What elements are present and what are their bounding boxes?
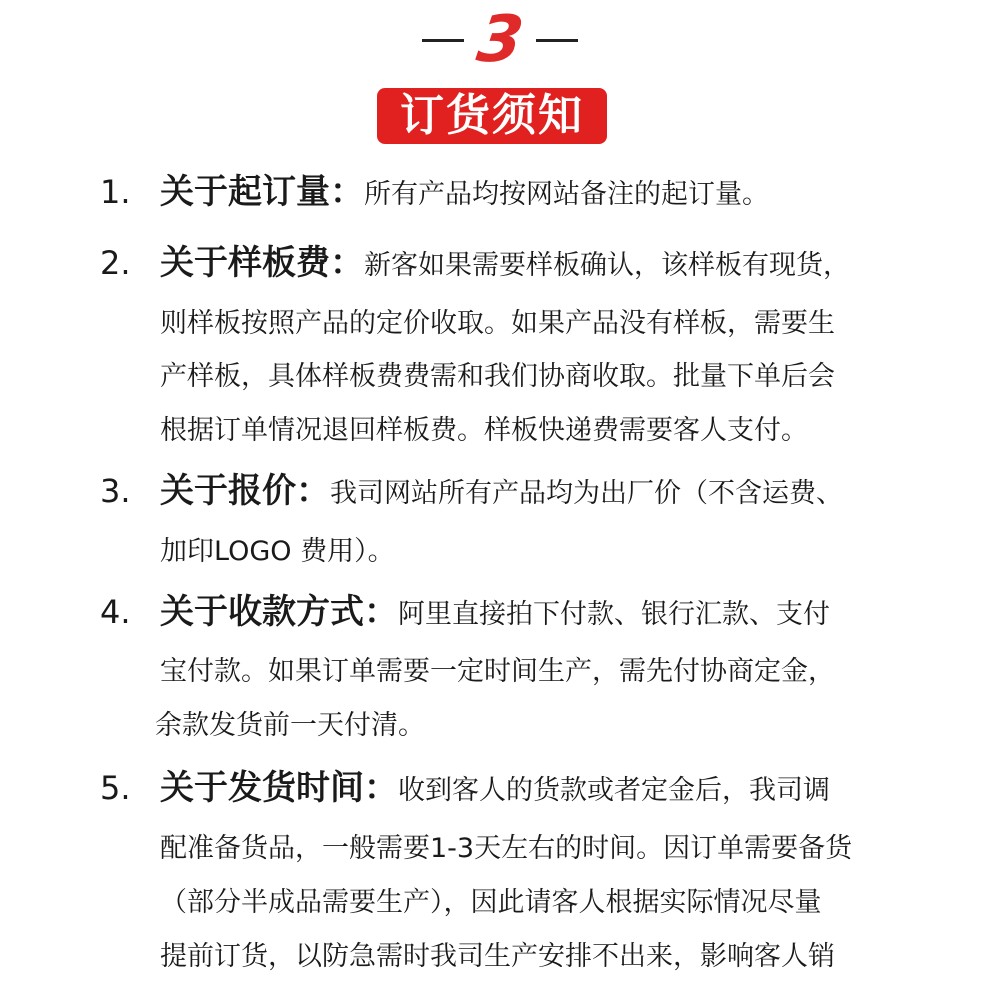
item-1-line-1: 所有产品均按网站备注的起订量。: [364, 179, 769, 210]
item-2-line-3: 产样板，具体样板费费需和我们协商收取。批量下单后会: [160, 361, 835, 392]
item-2-line-1: 新客如果需要样板确认，该样板有现货，: [364, 250, 850, 281]
item-heading-1: 关于起订量：: [160, 172, 364, 212]
item-5-line-4: 提前订货，以防急需时我司生产安排不出来，影响客人销: [160, 941, 835, 972]
item-number-2: 2.: [100, 244, 131, 282]
item-2-line-2: 则样板按照产品的定价收取。如果产品没有样板，需要生: [160, 308, 835, 339]
item-number-1: 1.: [100, 173, 131, 211]
item-2-first-line: [160, 243, 850, 286]
section-number: 3: [472, 3, 528, 77]
item-heading-5: 关于发货时间：: [160, 768, 398, 808]
item-number-3: 3.: [100, 472, 131, 510]
item-5-line-3: （部分半成品需要生产），因此请客人根据实际情况尽量: [160, 887, 822, 918]
item-heading-4: 关于收款方式：: [160, 592, 398, 632]
section-number-header: [0, 3, 1000, 77]
item-2-line-4: 根据订单情况退回样板费。样板快递费需要客人支付。: [160, 415, 808, 446]
item-heading-3: 关于报价：: [160, 471, 330, 511]
item-heading-2: 关于样板费：: [160, 243, 364, 283]
item-1-first-line: [160, 172, 769, 215]
item-4-line-1: 阿里直接拍下付款、银行汇款、支付: [398, 599, 830, 630]
section-title: 订货须知: [400, 90, 584, 141]
item-3-first-line: [160, 471, 843, 514]
item-5-first-line: [160, 768, 830, 811]
item-number-5: 5.: [100, 769, 131, 807]
item-3-line-1: 我司网站所有产品均为出厂价（不含运费、: [330, 478, 843, 509]
item-4-line-3: 余款发货前一天付清。: [155, 710, 425, 741]
title-badge: [377, 88, 607, 144]
item-number-4: 4.: [100, 593, 131, 631]
item-5-line-2: 配准备货品，一般需要1-3天左右的时间。因订单需要备货: [160, 833, 853, 864]
item-4-line-2: 宝付款。如果订单需要一定时间生产，需先付协商定金，: [160, 656, 835, 687]
divider-left: [422, 39, 464, 42]
divider-right: [536, 39, 578, 42]
item-5-line-1: 收到客人的货款或者定金后，我司调: [398, 775, 830, 806]
item-4-first-line: [160, 592, 830, 635]
item-3-line-2: 加印LOGO 费用）。: [160, 536, 395, 567]
